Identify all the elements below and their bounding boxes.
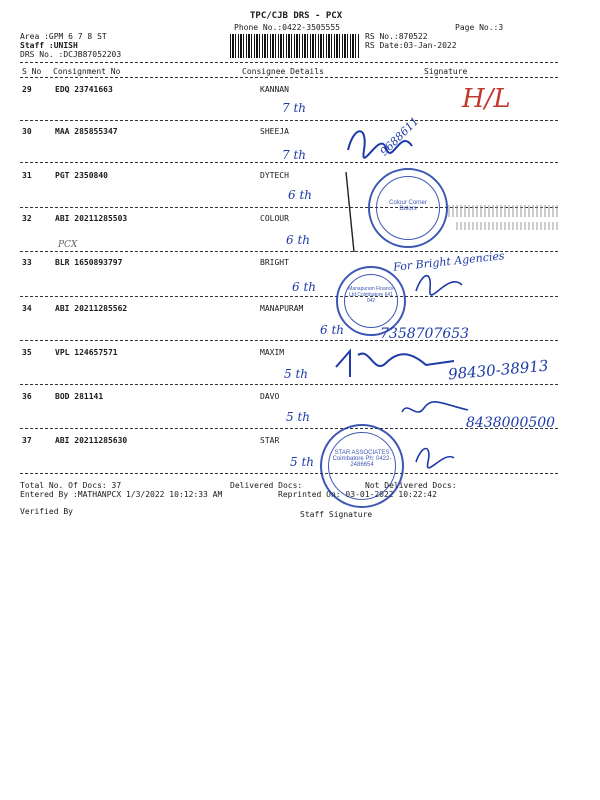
handwritten-day: 5 th [284,367,308,381]
staff-field: Staff :UNISH [20,41,78,50]
col-consignment: Consignment No [53,67,121,76]
rs-number: RS No.:870522 [365,32,428,41]
row-consignee: KANNAN [260,85,289,94]
row-sno: 36 [22,392,32,401]
row-sno: 34 [22,304,32,313]
row-sno: 32 [22,214,32,223]
signature-scribble [410,440,460,472]
entered-by: Entered By :MATHANPCX 1/3/2022 10:12:33 AM [20,490,223,499]
row-consignee: BRIGHT [260,258,289,267]
row-consignment: BLR 1650893797 [55,258,123,267]
col-consignee: Consignee Details [242,67,324,76]
handwritten-day: 6 th [292,280,316,294]
handwritten-day: 6 th [286,233,310,247]
row-consignment: EDQ 23741663 [55,85,113,94]
not-delivered-docs: Not Delivered Docs: [365,481,457,490]
row-consignee: COLOUR [260,214,289,223]
header-rule-top [20,62,558,63]
signature-scribble [410,265,470,297]
handwritten-day: 5 th [290,455,314,469]
row-consignee: SHEEJA [260,127,289,136]
scan-noise [456,222,558,230]
row-sno: 35 [22,348,32,357]
pen-stroke [340,168,360,258]
row-consignment: ABI 20211285503 [55,214,128,223]
row-consignee: MAXIM [260,348,285,357]
row-sno: 29 [22,85,32,94]
row-divider [20,340,558,341]
handwritten-day: 6 th [320,323,344,337]
header-rule-bottom [20,77,558,78]
area-field: Area :GPM 6 7 8 ST [20,32,107,41]
signature-scribble [398,398,478,422]
row-consignee: MANAPURAM [260,304,304,313]
stamp-colour: Colour Corner Dolors [368,168,448,248]
row-consignee: STAR [260,436,280,445]
drs-number: DRS No. :DCJB87052203 [20,50,122,59]
scan-noise [448,205,558,217]
row-consignment: ABI 20211285630 [55,436,128,445]
handwritten-note: For Bright Agencies [392,249,506,274]
verified-by: Verified By [20,507,73,516]
row-consignee: DAVO [260,392,280,401]
page-number: Page No.:3 [455,23,504,32]
handwritten-phone: 98430-38913 [447,356,550,384]
row-divider [20,384,558,385]
row-divider [20,473,558,474]
margin-note: PCX [58,240,78,250]
total-docs: Total No. Of Docs: 37 [20,481,122,490]
col-signature: Signature [424,67,468,76]
col-sno: S No [22,67,42,76]
row-sno: 33 [22,258,32,267]
row-divider [20,120,558,121]
handwritten-phone: 8438000500 [466,415,556,431]
document-title: TPC/CJB DRS - PCX [250,11,343,21]
row-consignment: MAA 285855347 [55,127,118,136]
row-sno: 37 [22,436,32,445]
row-consignment: BOD 281141 [55,392,104,401]
reprinted-on: Reprinted On: 03-01-2022 10:22:42 [278,490,437,499]
row-consignee: DYTECH [260,171,289,180]
handwritten-day: 6 th [288,188,312,202]
phone-number: Phone No.:0422-3505555 [234,23,340,32]
row-sno: 30 [22,127,32,136]
handwritten-hl: H/L [462,84,511,114]
delivered-docs: Delivered Docs: [230,481,303,490]
stamp-manapuram: Manapuram Finance Ltd Coimbatore 641 042 [336,266,406,336]
rs-date: RS Date:03-Jan-2022 [365,41,457,50]
signature-scribble [340,120,430,165]
stamp-star: STAR ASSOCIATES Coimbatore Ph: 0422-2486654 [320,424,404,508]
handwritten-day: 5 th [286,410,310,424]
signature-scribble [330,345,460,385]
handwritten-phone: 7358707653 [380,326,470,342]
row-consignment: VPL 124657571 [55,348,118,357]
row-consignment: PGT 2350840 [55,171,108,180]
handwritten-day: 7 th [282,101,306,115]
handwritten-phone: 9688611 [377,114,422,159]
row-divider [20,162,558,163]
handwritten-day: 7 th [282,148,306,162]
row-consignment: ABI 20211285562 [55,304,128,313]
row-divider [20,296,558,297]
staff-signature-label: Staff Signature [300,510,373,519]
row-sno: 31 [22,171,32,180]
barcode [230,34,360,58]
